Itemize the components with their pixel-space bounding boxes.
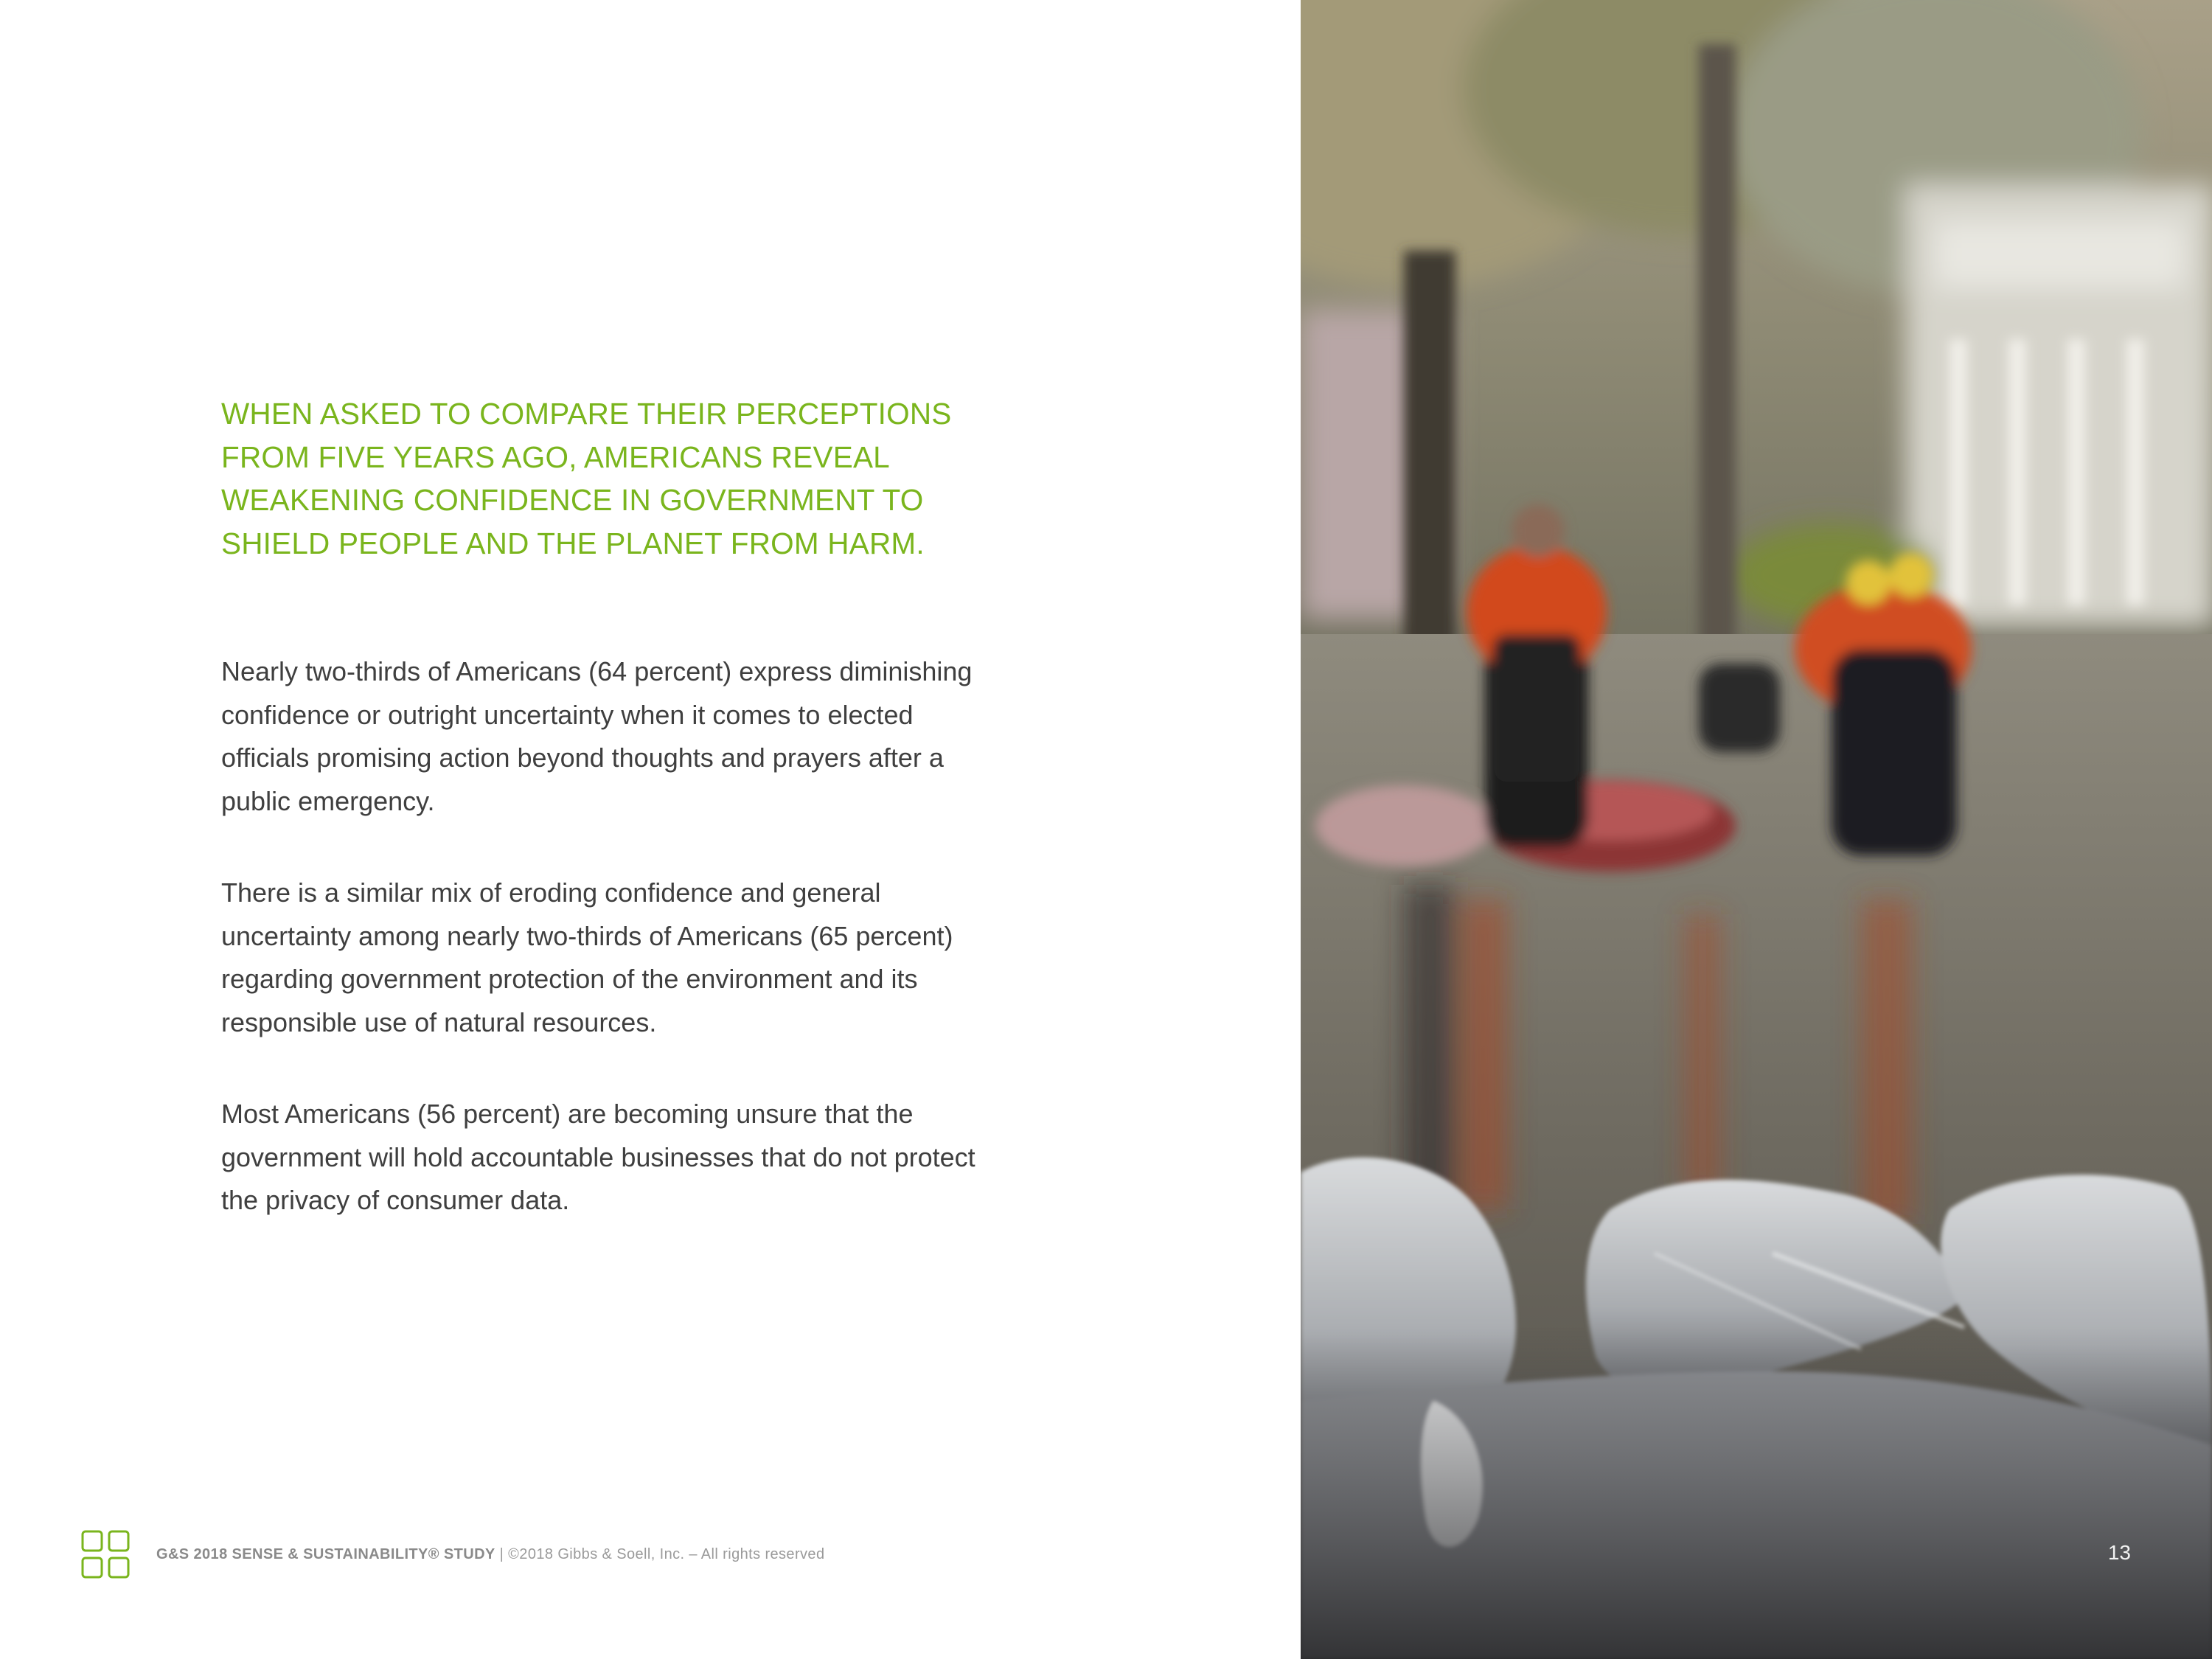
flood-rescue-photo xyxy=(1301,0,2212,1659)
headline: WHEN ASKED TO COMPARE THEIR PERCEPTIONS FROM FIVE YEARS AGO, AMERICANS REVEAL WEAKENING CONFIDENCE IN GOVERNMENT TO SHIELD PEOPLE AND THE PLANET FROM HARM. xyxy=(221,397,952,560)
four-squares-logo-icon xyxy=(81,1530,130,1579)
footer xyxy=(81,1530,1040,1579)
footer-study-title: G&S 2018 SENSE & SUSTAINABILITY® STUDY xyxy=(156,1546,495,1562)
page-number: 13 xyxy=(2107,1541,2131,1564)
flood-rescue-illustration xyxy=(1301,0,2212,1659)
body-paragraph-1: Nearly two-thirds of Americans (64 percent) express diminishing confidence or outright uncertainty when it comes to elected officials promising action beyond thoughts and prayers after a public emergency. xyxy=(221,656,973,816)
body-paragraph-2: There is a similar mix of eroding confidence and general uncertainty among nearly two-thirds of Americans (65 percent) regarding government protection of the environment and its responsible use of natural resources. xyxy=(221,877,953,1037)
footer-text xyxy=(156,1546,824,1563)
body-paragraph-3: Most Americans (56 percent) are becoming unsure that the government will hold accountable businesses that do not protect the privacy of consumer data. xyxy=(221,1099,975,1215)
footer-copyright: | ©2018 Gibbs & Soell, Inc. – All rights reserved xyxy=(495,1546,825,1562)
